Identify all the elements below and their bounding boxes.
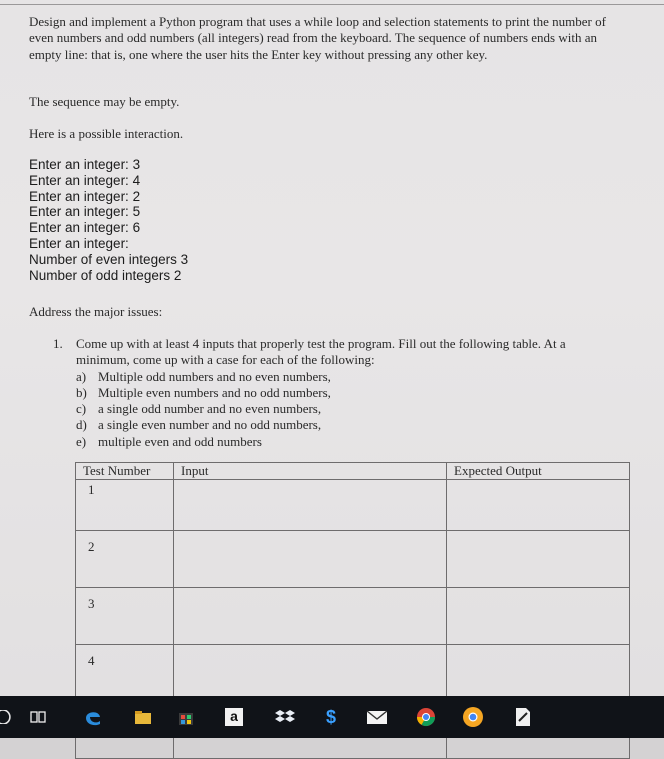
list-number: 1. <box>53 336 63 351</box>
expected-output-cell[interactable] <box>447 480 630 531</box>
store-icon[interactable] <box>176 696 196 738</box>
issue-list-item <box>53 336 613 450</box>
svg-text:$: $ <box>326 707 337 727</box>
expected-output-cell[interactable] <box>447 588 630 645</box>
file-explorer-icon[interactable] <box>133 696 153 738</box>
intro-paragraph: Design and implement a Python program that uses a while loop and selection statements to print the number of even numbers and odd numbers (all integers) read from the keyboard. The sequence of numbers ends with an empty line: that is, one where the user hits the Enter key without pressing any other key. <box>29 14 606 62</box>
test-number-cell: 2 <box>76 531 174 588</box>
dropbox-icon[interactable] <box>274 696 296 738</box>
expected-output-cell[interactable] <box>447 531 630 588</box>
table-row <box>76 645 630 702</box>
sub-item: e) multiple even and odd numbers <box>76 433 262 449</box>
table-header-row <box>76 463 630 480</box>
interaction-line: Enter an integer: 3 <box>29 157 141 172</box>
sub-item: a) Multiple odd numbers and no even numbers, <box>76 368 331 384</box>
test-number-cell: 1 <box>76 480 174 531</box>
amazon-icon[interactable]: a <box>223 696 245 738</box>
interaction-block <box>29 157 188 283</box>
column-header: Test Number <box>76 463 174 480</box>
pdf-icon[interactable] <box>512 696 534 738</box>
table-row <box>76 588 630 645</box>
input-cell[interactable] <box>174 588 447 645</box>
input-cell[interactable] <box>174 531 447 588</box>
money-icon[interactable] <box>322 696 342 738</box>
interaction-line: Enter an integer: 2 <box>29 188 141 204</box>
column-header: Expected Output <box>447 463 630 480</box>
table-row <box>76 480 630 531</box>
task-view-icon[interactable] <box>28 696 48 738</box>
issues-heading: Address the major issues: <box>29 304 163 319</box>
chrome-icon[interactable] <box>415 696 437 738</box>
edge-icon[interactable] <box>82 696 104 738</box>
page-top-border <box>0 4 664 5</box>
empty-note: The sequence may be empty. <box>29 94 180 109</box>
chrome-profile-icon[interactable] <box>461 696 485 738</box>
taskbar <box>0 696 664 738</box>
input-cell[interactable] <box>174 480 447 531</box>
interaction-intro: Here is a possible interaction. <box>29 126 184 141</box>
interaction-line: Enter an integer: 4 <box>29 172 141 188</box>
input-cell[interactable] <box>174 645 447 702</box>
interaction-line: Enter an integer: <box>29 235 129 251</box>
sub-item: c) a single odd number and no even numbers, <box>76 401 322 417</box>
sub-item: d) a single even number and no odd numbers, <box>76 417 322 433</box>
expected-output-cell[interactable] <box>447 645 630 702</box>
test-number-cell: 3 <box>76 588 174 645</box>
table-row <box>76 531 630 588</box>
sub-item: b) Multiple even numbers and no odd numbers, <box>76 384 331 400</box>
test-number-cell: 4 <box>76 645 174 702</box>
mail-icon[interactable] <box>365 696 389 738</box>
column-header: Input <box>174 463 447 480</box>
interaction-line: Number of odd integers 2 <box>29 267 182 283</box>
start-icon[interactable] <box>0 696 14 738</box>
interaction-line: Number of even integers 3 <box>29 251 189 267</box>
interaction-line: Enter an integer: 6 <box>29 220 141 236</box>
interaction-line: Enter an integer: 5 <box>29 204 141 220</box>
list-item-text: Come up with at least 4 inputs that properly test the program. Fill out the following table. At a minimum, come up with a case for each of the following: <box>76 336 566 368</box>
